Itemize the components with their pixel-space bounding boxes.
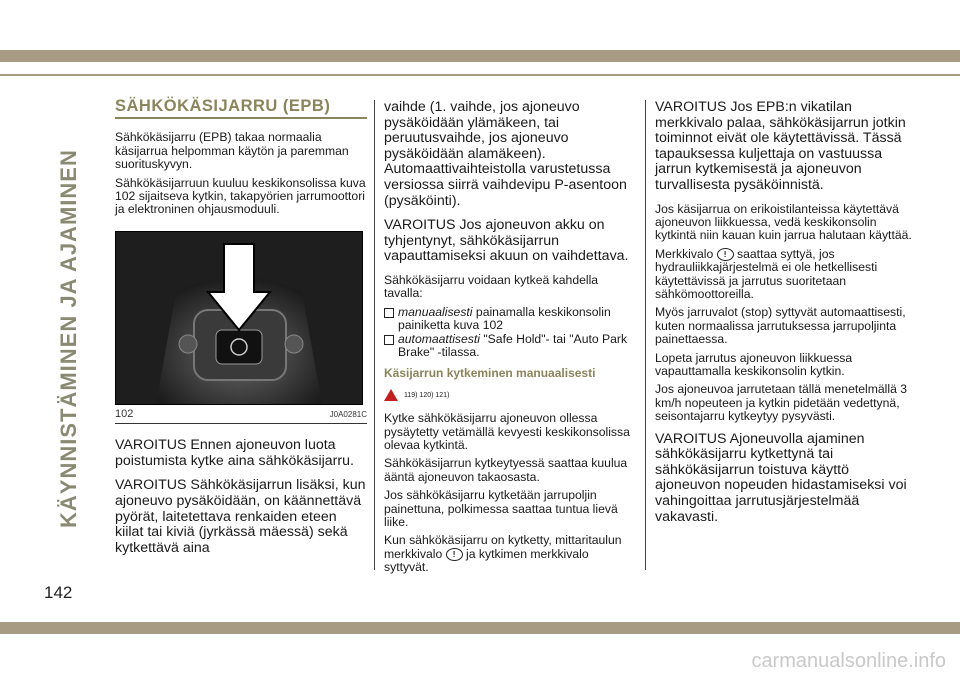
warning-leave-vehicle: VAROITUS Ennen ajoneuvon luota poistumista kytke aina sähkökäsijarru. xyxy=(115,437,354,469)
bullet-box-icon xyxy=(384,335,394,345)
page-number: 142 xyxy=(44,583,73,602)
figure-caption xyxy=(115,408,367,424)
modes-intro: Sähkökäsijarru voidaan kytkeä kahdella tavalla: xyxy=(384,272,599,301)
gear-paragraph: vaihde (1. vaihde, jos ajoneuvo pysäköidään ylämäkeen, tai peruutusvaihde, jos ajoneuvo pysäköidään alamäkeen). Automaattivaihteistolla varustetussa versiossa siirrä vaihdevipu P-asentoon (pysäköinti). xyxy=(384,99,627,209)
option-automatic xyxy=(384,333,636,360)
column-divider-1 xyxy=(374,100,375,570)
epb-switch-illustration xyxy=(116,232,362,404)
side-title-text: KÄYNNISTÄMINEN JA AJAMINEN xyxy=(56,149,81,528)
engage-paragraph: Kytke sähkökäsijarru ajoneuvon ollessa pysäytetty vetämällä kevyesti keskikonsolissa olevaa kytkintä. xyxy=(384,411,630,452)
warning-battery: VAROITUS Jos ajoneuvon akku on tyhjentynyt, sähkökäsijarrun vapauttamiseksi akuun on vaihdettava. xyxy=(384,217,629,265)
top-band-line xyxy=(0,74,960,76)
option-manual-text: painamalla keskikonsolin painiketta kuva 102 xyxy=(398,304,611,333)
option-automatic-label: automaattisesti xyxy=(398,331,480,346)
figure-number: 102 xyxy=(115,407,134,420)
release-paragraph: Lopeta jarrutus ajoneuvon liikkuessa vapauttamalla keskikonsolin kytkin. xyxy=(655,350,853,379)
section-heading: SÄHKÖKÄSIJARRU (EPB) xyxy=(115,100,367,119)
figure-102-image xyxy=(115,231,363,405)
column-3 xyxy=(655,100,917,534)
brake-warning-icon: ! xyxy=(717,248,734,261)
option-manual-label: manuaalisesti xyxy=(398,304,473,319)
column-2 xyxy=(384,100,636,580)
option-automatic-text: "Safe Hold"- tai "Auto Park Brake" -tilassa. xyxy=(398,331,628,359)
figure-code: J0A0281C xyxy=(329,409,367,419)
watermark: carmanualsonline.info xyxy=(751,650,946,672)
option-manual xyxy=(384,306,636,333)
warning-fault: VAROITUS Jos EPB:n vikatilan merkkivalo palaa, sähkökäsijarrun jotkin toiminnot eivät ole käytettävissä. Tässä tapauksessa kuljettaja on vastuussa jarrun kytkemisestä ja ajoneuvon turvallisesta pysäköinnistä. xyxy=(655,99,906,193)
permanent-engage-paragraph: Jos ajoneuvoa jarrutetaan tällä menetelmällä 3 km/h nopeuteen ja kytkin pidetään vedettynä, seisontajarru kytkeytyy pysyvästi. xyxy=(655,382,908,424)
brake-warning-icon: ! xyxy=(446,548,463,561)
column-1 xyxy=(115,97,367,565)
stop-lights-paragraph: Myös jarruvalot (stop) syttyvät automaattisesti, kuten normaalissa jarrutuksessa jarrupoljinta painettaessa. xyxy=(655,305,906,347)
dynamic-brake-paragraph: Jos käsijarrua on erikoistilanteissa käytettävä ajoneuvon liikkuessa, vedä keskikonsolin kytkintä niin kauan kuin jarrua halutaan käyttää. xyxy=(655,201,912,243)
noise-paragraph: Sähkökäsijarrun kytkeytyessä saattaa kuulua ääntä ajoneuvon takaosasta. xyxy=(384,456,628,484)
reference-numbers: 119) 120) 121) xyxy=(404,391,450,399)
bottom-band xyxy=(0,622,960,634)
warning-driving: VAROITUS Ajoneuvolla ajaminen sähkökäsijarru kytkettynä tai sähkökäsijarrun toistuva käyttö ajoneuvon nopeuden hidastamiseksi voi vahingoittaa jarrutusjärjestelmää vakavasti. xyxy=(655,430,907,525)
lamp-paragraph: Kun sähkökäsijarru on kytketty, mittaritaulun merkkivalo ! ja kytkimen merkkivalo syttyvät. xyxy=(384,533,622,575)
warning-parking: VAROITUS Sähkökäsijarrun lisäksi, kun ajoneuvo pysäköidään, on käännettävä pyörät, laitetettava renkaiden eteen kiilat tai kiviä (jyrkässä mäessä) sekä kytkettävä aina xyxy=(115,477,366,556)
pedal-paragraph: Jos sähkökäsijarru kytketään jarrupoljin painettuna, polkimessa saattaa tuntua lievä liike. xyxy=(384,488,618,530)
hydraulic-paragraph: Merkkivalo ! saattaa syttyä, jos hydrauliikkajärjestelmä ei ole hetkellisesti käytettävissä ja jarrutus suoritetaan sähkömoottoreilla. xyxy=(655,246,878,301)
side-section-title xyxy=(52,108,92,528)
top-band xyxy=(0,50,960,62)
intro-paragraph: Sähkökäsijarru (EPB) takaa normaalia käsijarrua helpomman käytön ja paremman suorituskyvyn. xyxy=(115,130,349,172)
bullet-box-icon xyxy=(384,308,394,318)
components-paragraph: Sähkökäsijarruun kuuluu keskikonsolissa kuva 102 sijaitseva kytkin, takapyörien jarrumoottori ja elektroninen ohjausmoduuli. xyxy=(115,175,366,217)
manual-subheading: Käsijarrun kytkeminen manuaalisesti xyxy=(384,366,596,381)
warning-references xyxy=(384,389,636,402)
column-divider-2 xyxy=(645,100,646,570)
warning-triangle-icon xyxy=(384,389,398,401)
